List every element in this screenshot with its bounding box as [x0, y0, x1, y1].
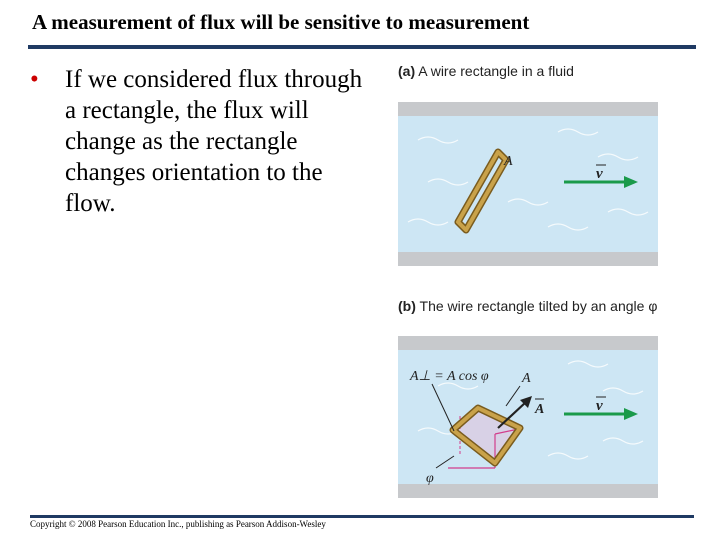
- angle-label: φ: [426, 471, 434, 486]
- pipe-wall-top: [398, 102, 658, 116]
- area-label: A: [522, 371, 531, 386]
- figure-b-panel: [398, 336, 658, 498]
- copyright-footer: Copyright © 2008 Pearson Education Inc., publishing as Pearson Addison-Wesley: [30, 519, 326, 529]
- figure-b-diagram: [398, 336, 658, 498]
- figure-a-caption-text: A wire rectangle in a fluid: [418, 63, 574, 79]
- footer-rule: [30, 515, 694, 518]
- velocity-label: v: [596, 166, 603, 182]
- figure-b-caption-text: The wire rectangle tilted by an angle φ: [419, 298, 658, 314]
- figure-a-caption: [398, 63, 574, 79]
- figure-a-letter: (a): [398, 63, 416, 79]
- area-label: A: [504, 154, 513, 169]
- bullet-text: If we considered flux through a rectangle, the flux will change as the rectangle changes orientation to the flow.: [65, 66, 363, 217]
- title-rule: [28, 45, 696, 49]
- bullet-point: [30, 64, 370, 219]
- figure-a-panel: [398, 102, 658, 266]
- fluid-region: [398, 116, 658, 252]
- pipe-wall-bottom: [398, 252, 658, 266]
- pipe-wall-top: [398, 336, 658, 350]
- pipe-wall-bottom: [398, 484, 658, 498]
- velocity-label: v: [596, 398, 603, 414]
- bullet-marker: •: [30, 66, 39, 93]
- perpendicular-area-formula: A⊥ = A cos φ: [410, 369, 489, 384]
- slide-title: A measurement of flux will be sensitive to measurement: [32, 10, 530, 34]
- figure-a-diagram: [398, 102, 658, 266]
- figure-b-letter: (b): [398, 298, 416, 314]
- area-vector-label: A: [535, 402, 545, 417]
- figure-b-caption: [398, 298, 657, 314]
